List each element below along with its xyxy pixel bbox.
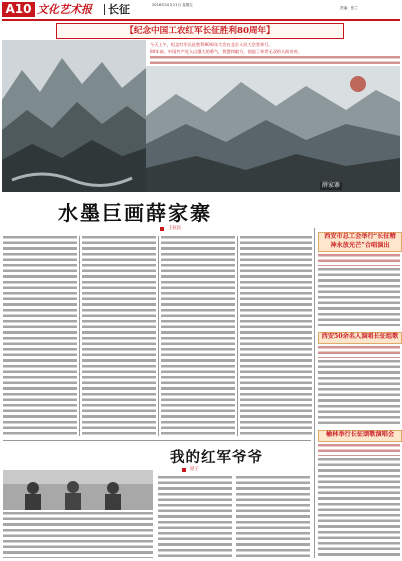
story-2-author: 原子	[190, 467, 199, 472]
sidebar-box-2-lead	[318, 346, 400, 358]
intro-line-2: 80年前，中国共产党人以强大的勇气，智慧和毅力，创造了举世无双的人间奇迹。	[150, 49, 302, 54]
column-divider	[237, 236, 238, 436]
section-name: 长征	[108, 3, 130, 16]
landscape-photo-left-graphic	[2, 40, 146, 192]
story-divider	[3, 440, 311, 441]
anniversary-banner-text: 【纪念中国工农红军长征胜利80周年】	[125, 26, 275, 36]
sidebar-box-3-lead	[318, 444, 400, 456]
landscape-photo-right	[146, 66, 400, 192]
story-2-byline-marker-icon	[182, 468, 186, 472]
sidebar-box-2-body	[318, 360, 400, 426]
newspaper-name: 文化艺术报	[37, 3, 92, 16]
article-column-3	[161, 236, 235, 436]
intro-text-block	[150, 56, 400, 65]
masthead-rule	[2, 19, 400, 21]
column-divider	[79, 236, 80, 436]
column-divider	[158, 236, 159, 436]
sidebar-box-1-title-line-1: 西安市总工会举行“长征精	[324, 233, 396, 240]
sidebar-box-2-title-text: 西安50余名人演唱长征组歌	[321, 333, 399, 340]
sidebar-box-3-title	[318, 430, 402, 442]
sidebar-divider	[314, 228, 315, 558]
page-editor: 责编：张兰	[340, 6, 358, 10]
intro-line-1: 今天上午，纪念红军长征胜利80周年大会在北京人民大会堂举行。	[150, 42, 273, 47]
sidebar-box-3-title-text: 榆林举行长征颂歌演唱会	[325, 431, 395, 438]
story-2-column-2	[158, 476, 232, 558]
article-column-2	[82, 236, 156, 436]
story-2-column-1	[3, 512, 153, 558]
anniversary-banner	[56, 23, 344, 39]
sidebar-box-3-body	[318, 458, 400, 556]
landscape-photo-left	[2, 40, 146, 192]
article-column-1	[3, 236, 77, 436]
photo-caption: 薛家寨	[322, 182, 341, 189]
sidebar-box-2-title	[318, 332, 402, 344]
article-column-4	[240, 236, 312, 436]
sidebar-box-1-title-line-2: 神永放光芒”合唱演出	[330, 241, 390, 249]
story-2-column-3	[236, 476, 310, 558]
sidebar-box-1-title	[318, 232, 402, 252]
byline-marker-icon	[160, 227, 164, 231]
sidebar-box-1-lead	[318, 254, 400, 266]
landscape-photo-right-graphic	[146, 66, 400, 192]
byline: 王抗民	[168, 226, 182, 231]
red-army-photo	[3, 470, 153, 510]
page-number-badge: A10	[2, 2, 35, 17]
masthead-divider	[104, 4, 105, 15]
issue-date: 2016年10月21日 星期五	[152, 3, 193, 7]
sidebar-box-1-body	[318, 268, 400, 326]
story-2-title: 我的红军爷爷	[170, 449, 263, 466]
red-army-photo-graphic	[3, 470, 153, 510]
main-headline: 水墨巨画薛家寨	[58, 201, 212, 225]
